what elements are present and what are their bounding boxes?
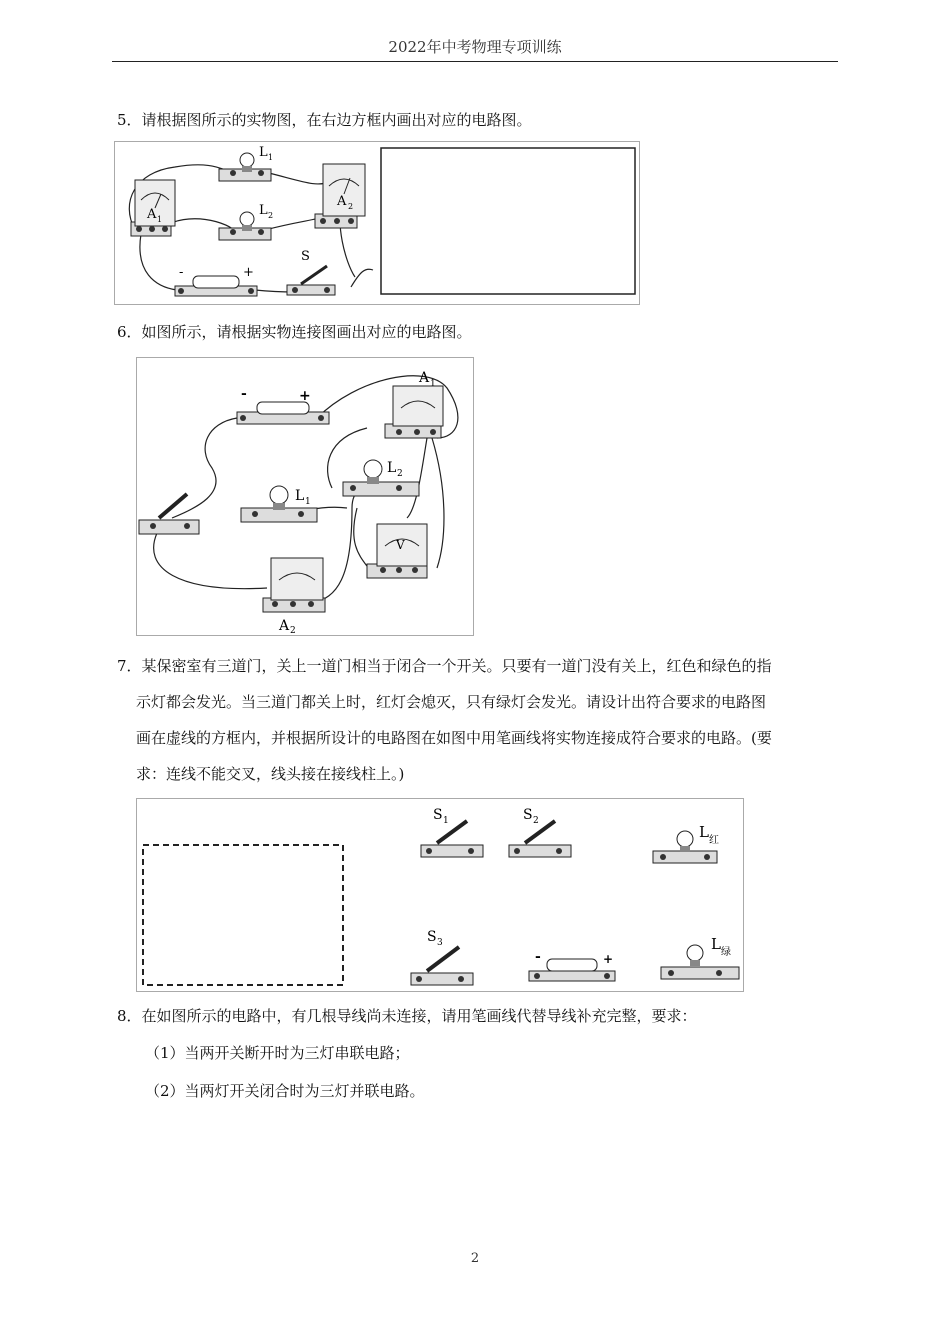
question-6-text: 6．如图所示，请根据实物连接图画出对应的电路图。 [117,323,472,341]
q7-line-4: 求：连线不能交叉，线头接在接线柱上。) [136,765,405,783]
question-7-text [117,648,851,792]
switch-s2-icon [509,821,571,857]
battery-icon [237,402,329,424]
question-8-requirement-1: （1）当两开关断开时为三灯串联电路； [145,1044,410,1062]
switch-s1-icon [421,821,483,857]
page-number: 2 [470,1251,480,1266]
q5-label-minus: - [179,265,184,280]
q7-label-lgreen: L [711,935,721,953]
q7-line-1: 7．某保密室有三道门，关上一道门相当于闭合一个开关。只要有一道门没有关上，红色和绿色的指 [117,657,772,675]
q6-label-l1: L [295,488,305,504]
q6-label-a2: A [279,618,290,634]
q6-label-l1-sub: 1 [305,497,311,507]
switch-icon [139,494,199,534]
q7-line-3: 画在虚线的方框内，并根据所设计的电路图在如图中用笔画线将实物连接成符合要求的电路。(要 [136,729,772,747]
switch-s3-icon [411,947,473,985]
q7-label-minus: - [535,949,541,965]
q5-label-a1-sub: 1 [157,215,163,224]
q5-label-a2: A [337,194,347,209]
q5-label-a2-sub: 2 [348,202,354,211]
question-8-text: 8．在如图所示的电路中，有几根导线尚未连接，请用笔画线代替导线补充完整，要求： [117,1007,697,1025]
question-5-text: 5．请根据图所示的实物图，在右边方框内画出对应的电路图。 [117,111,532,129]
question-5-circuit [115,142,639,304]
q7-label-s2: S [523,807,533,823]
q5-label-s: S [301,249,310,264]
q6-label-a2-sub: 2 [290,626,296,635]
q5-label-plus: + [243,265,254,280]
q6-label-minus: - [241,386,247,402]
q7-line-2: 示灯都会发光。当三道门都关上时，红灯会熄灭，只有绿灯会发光。请设计出符合要求的电路图 [136,693,767,711]
header-rule [112,61,838,62]
q7-label-lgreen-sub: 绿 [721,947,731,958]
q6-label-plus: + [299,388,311,404]
q6-label-a1-sub: 1 [430,379,436,389]
q7-label-s2-sub: 2 [533,816,539,826]
question-7-figure [136,798,744,992]
q6-label-v: V [396,538,405,552]
q6-label-l2-sub: 2 [397,469,403,479]
question-6-figure [136,357,474,636]
question-5-figure [114,141,640,305]
q5-label-a1: A [147,207,157,222]
q7-label-s3-sub: 3 [437,938,443,948]
question-6-circuit [137,358,473,635]
q5-answer-box[interactable] [381,148,635,294]
page-header: 2022年中考物理专项训练 [388,38,562,56]
lamp-l2-icon [343,460,419,496]
q7-label-lred: L [699,823,709,841]
q7-label-plus: + [603,952,614,966]
q7-label-s1: S [433,807,443,823]
switch-s-icon [287,266,335,295]
q7-label-lred-sub: 红 [709,835,719,846]
question-7-parts [137,799,743,991]
q7-dashed-answer-box[interactable] [143,845,343,985]
q6-label-l2: L [387,460,397,476]
q5-label-l1-sub: 1 [268,153,274,162]
q5-label-l2-sub: 2 [268,211,274,220]
ammeter-a2-icon [263,558,325,612]
q6-label-a1: A [419,370,430,386]
q7-label-s1-sub: 1 [443,816,449,826]
q7-label-s3: S [427,929,437,945]
q5-label-l1: L [259,145,268,160]
question-8-requirement-2: （2）当两灯开关闭合时为三灯并联电路。 [145,1082,425,1100]
ammeter-a1-icon [385,386,443,438]
q5-label-l2: L [259,203,268,218]
